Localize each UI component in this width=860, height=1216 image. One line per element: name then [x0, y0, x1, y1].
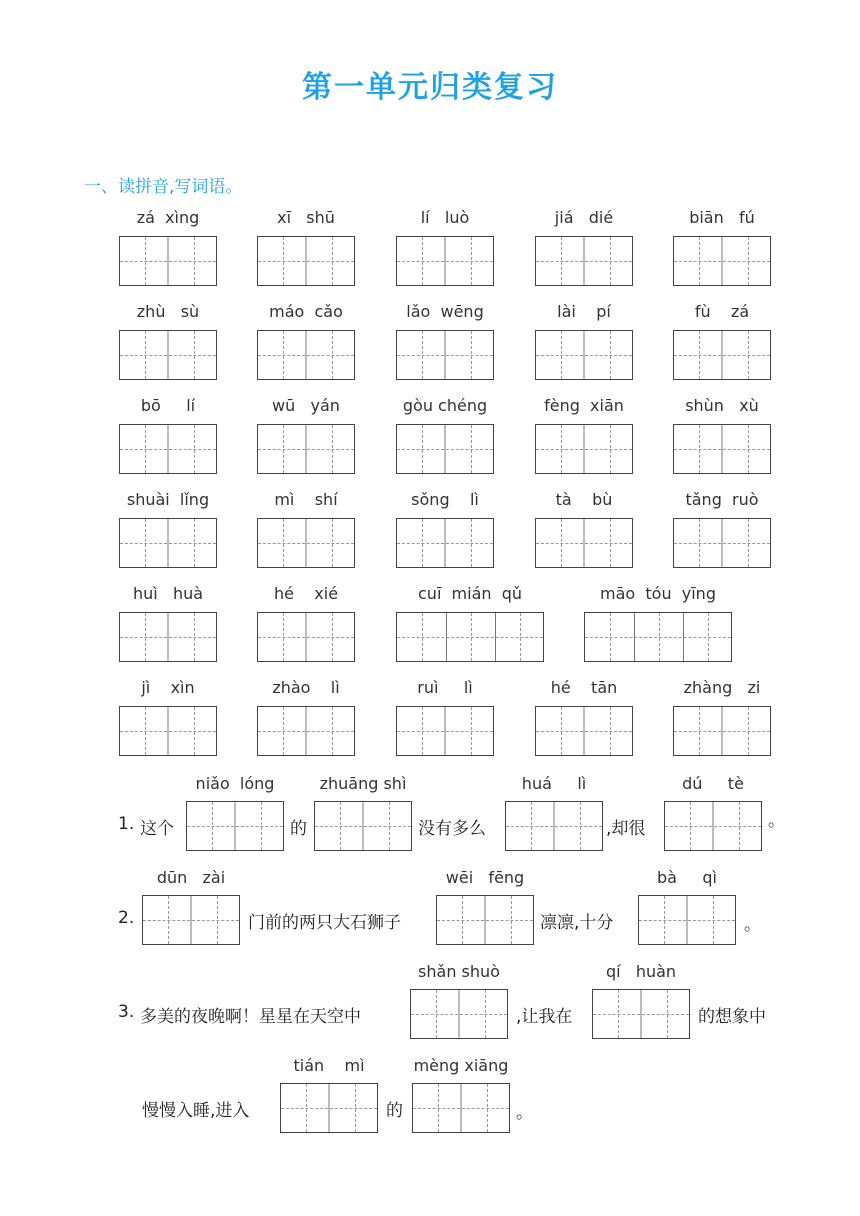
pinyin-label: tǎng ruò: [685, 490, 759, 509]
sentence-text: 没有多么: [418, 819, 486, 839]
pinyin-label: jì xìn: [141, 678, 195, 697]
answer-box[interactable]: [535, 706, 633, 756]
answer-box[interactable]: [396, 612, 544, 662]
answer-box[interactable]: [535, 330, 633, 380]
pinyin-label: shǎn shuò: [418, 962, 500, 981]
pinyin-label: dūn zài: [156, 868, 226, 887]
answer-box[interactable]: [410, 989, 508, 1039]
pinyin-label: zhào lì: [272, 678, 340, 697]
pinyin-label: wēi fēng: [445, 868, 525, 887]
answer-box[interactable]: [673, 518, 771, 568]
pinyin-label: bō lí: [140, 396, 196, 415]
answer-box[interactable]: [257, 612, 355, 662]
word-item: [673, 208, 771, 288]
pinyin-label: máo cǎo: [269, 302, 343, 321]
word-item: [119, 490, 217, 570]
answer-box[interactable]: [119, 706, 217, 756]
answer-box[interactable]: [673, 330, 771, 380]
pinyin-label: lǎo wēng: [406, 302, 484, 321]
sentence-number: 2.: [118, 908, 135, 928]
answer-box[interactable]: [505, 801, 603, 851]
word-item: [119, 396, 217, 476]
word-item: [673, 490, 771, 570]
answer-box[interactable]: [535, 424, 633, 474]
answer-box[interactable]: [664, 801, 762, 851]
pinyin-label: tián mì: [293, 1056, 365, 1075]
pinyin-label: huì huà: [132, 584, 204, 603]
pinyin-label: lài pí: [557, 302, 611, 321]
answer-box[interactable]: [535, 518, 633, 568]
section-heading: 一、读拼音,写词语。: [84, 177, 243, 197]
answer-box[interactable]: [535, 236, 633, 286]
sentence-text: ,却很: [606, 819, 646, 839]
word-item: [535, 678, 633, 758]
sentence-text: 门前的两只大石狮子: [248, 913, 401, 933]
sentence-text: 的: [290, 819, 307, 839]
answer-box[interactable]: [396, 518, 494, 568]
word-item: [257, 208, 355, 288]
word-item: [396, 678, 494, 758]
sentence-text: 。: [768, 811, 785, 831]
word-item: [396, 302, 494, 382]
answer-box[interactable]: [673, 706, 771, 756]
pinyin-label: fù zá: [694, 302, 750, 321]
pinyin-label: hé xié: [273, 584, 339, 603]
pinyin-label: bà qì: [657, 868, 717, 887]
word-item: [396, 208, 494, 288]
word-item: [535, 490, 633, 570]
pinyin-label: qí huàn: [605, 962, 677, 981]
answer-box[interactable]: [119, 424, 217, 474]
answer-box[interactable]: [119, 236, 217, 286]
sentence-text: 的: [386, 1101, 403, 1121]
pinyin-label: sǒng lì: [411, 490, 479, 509]
pinyin-label: zhuāng shì: [319, 774, 407, 793]
word-item: [257, 302, 355, 382]
answer-box[interactable]: [412, 1083, 510, 1133]
answer-box[interactable]: [584, 612, 732, 662]
pinyin-label: tà bù: [555, 490, 613, 509]
sentence-text: ,让我在: [516, 1007, 573, 1027]
sentence-text: 的想象中: [698, 1007, 766, 1027]
pinyin-label: zá xìng: [136, 208, 200, 227]
pinyin-label: shuài lǐng: [126, 490, 210, 509]
pinyin-label: huá lì: [521, 774, 587, 793]
answer-box[interactable]: [396, 706, 494, 756]
word-item: [396, 396, 494, 476]
answer-box[interactable]: [280, 1083, 378, 1133]
page-title: 第一单元归类复习: [302, 70, 558, 105]
word-item: [535, 208, 633, 288]
pinyin-label: dú tè: [682, 774, 744, 793]
word-item: [257, 490, 355, 570]
answer-box[interactable]: [673, 424, 771, 474]
sentence-text: 多美的夜晚啊！星星在天空中: [140, 1007, 361, 1027]
pinyin-label: shùn xù: [685, 396, 759, 415]
pinyin-label: hé tān: [550, 678, 618, 697]
word-item: [673, 396, 771, 476]
answer-box[interactable]: [257, 236, 355, 286]
word-item: [584, 584, 732, 664]
word-item: [257, 584, 355, 664]
answer-box[interactable]: [314, 801, 412, 851]
pinyin-label: lí luò: [420, 208, 470, 227]
answer-box[interactable]: [257, 518, 355, 568]
sentence-text: 。: [744, 915, 761, 935]
pinyin-label: mì shí: [274, 490, 338, 509]
sentence-text: 。: [516, 1103, 533, 1123]
sentence-text: 凛凛,十分: [540, 913, 614, 933]
answer-box[interactable]: [119, 330, 217, 380]
word-item: [535, 396, 633, 476]
answer-box[interactable]: [186, 801, 284, 851]
pinyin-label: jiá dié: [554, 208, 614, 227]
pinyin-label: gòu chéng: [402, 396, 488, 415]
sentence-text: 慢慢入睡,进入: [142, 1101, 250, 1121]
answer-box[interactable]: [592, 989, 690, 1039]
pinyin-label: niǎo lóng: [195, 774, 275, 793]
answer-box[interactable]: [396, 236, 494, 286]
answer-box[interactable]: [257, 330, 355, 380]
answer-box[interactable]: [119, 612, 217, 662]
word-item: [673, 678, 771, 758]
pinyin-label: fèng xiān: [544, 396, 624, 415]
answer-box[interactable]: [436, 895, 534, 945]
answer-box[interactable]: [119, 518, 217, 568]
pinyin-label: māo tóu yīng: [600, 584, 716, 603]
answer-box[interactable]: [257, 706, 355, 756]
pinyin-label: zhù sù: [136, 302, 200, 321]
word-item: [535, 302, 633, 382]
word-item: [673, 302, 771, 382]
pinyin-label: biān fú: [689, 208, 755, 227]
sentence-number: 1.: [118, 814, 135, 834]
pinyin-label: zhàng zi: [683, 678, 761, 697]
pinyin-label: xī shū: [277, 208, 335, 227]
word-item: [257, 678, 355, 758]
answer-box[interactable]: [673, 236, 771, 286]
answer-box[interactable]: [638, 895, 736, 945]
pinyin-label: cuī mián qǔ: [418, 584, 522, 603]
word-item: [119, 584, 217, 664]
answer-box[interactable]: [396, 424, 494, 474]
sentence-number: 3.: [118, 1002, 135, 1022]
word-item: [396, 490, 494, 570]
word-item: [257, 396, 355, 476]
answer-box[interactable]: [257, 424, 355, 474]
word-item: [119, 302, 217, 382]
word-item: [396, 584, 544, 664]
answer-box[interactable]: [142, 895, 240, 945]
sentence-text: 这个: [140, 819, 174, 839]
pinyin-label: mèng xiāng: [413, 1056, 509, 1075]
word-item: [119, 208, 217, 288]
answer-box[interactable]: [396, 330, 494, 380]
pinyin-label: wū yán: [272, 396, 340, 415]
word-item: [119, 678, 217, 758]
pinyin-label: ruì lì: [417, 678, 473, 697]
